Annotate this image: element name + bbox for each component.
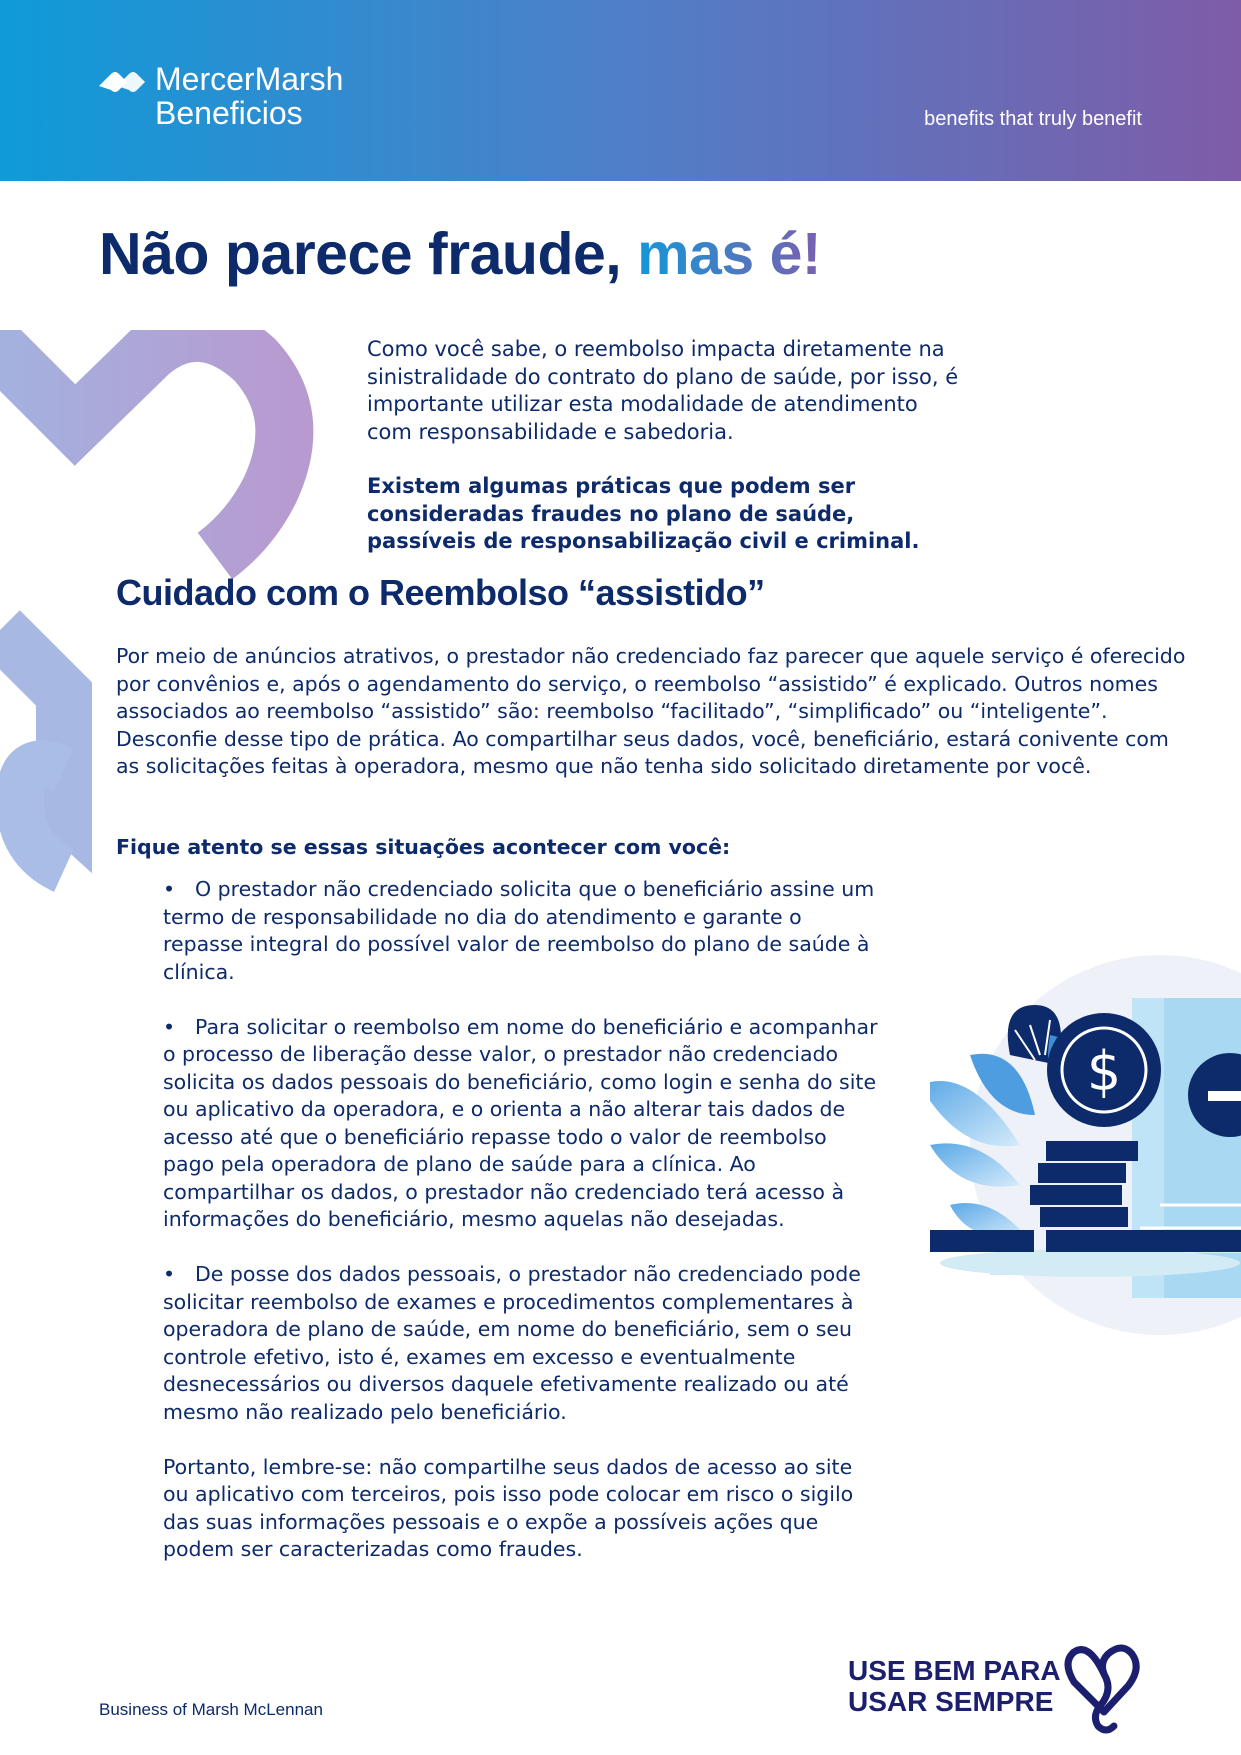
company-logo [97,62,343,130]
bullet-icon: • [163,1262,176,1286]
list-item-text: Para solicitar o reembolso em nome do beneficiário e acompanhar o processo de liberação desse valor, o prestador não credenciado solicita os dados pessoais do beneficiário, como login e senha do site ou aplicativo da operadora, e o orienta a não alterar tais dados de acesso até que o beneficiário repasse todo o valor de reembolso pago pela operadora de plano de saúde para a clínica. Ao compartilhar os dados, o prestador não credenciado terá acesso à informações do beneficiário, mesmo aquelas não desejadas. [163,1014,878,1231]
logo-line-2: Beneficios [155,95,303,131]
intro-block [367,336,967,556]
section-paragraph: Por meio de anúncios atrativos, o prestador não credenciado faz parecer que aquele serviço é oferecido por convênios e, após o agendamento do serviço, o reembolso “assistido” é explicado. Outros nomes associados ao reembolso “assistido” são: reembolso “facilitado”, “simplificado” ou “inteligente”. Desconfie desse tipo de prática. Ao compartilhar seus dados, você, beneficiário, estará conivente com as solicitações feitas à operadora, mesmo que não tenha sido solicitado diretamente por você. [116,644,1186,778]
situations-list [163,876,883,1591]
coin-dollar-icon: $ [1086,1040,1122,1103]
list-item-text: De posse dos dados pessoais, o prestador não credenciado pode solicitar reembolso de exames e procedimentos complementares à operadora de plano de saúde, em nome do beneficiário, sem o seu controle efetivo, isto é, exames em excesso e eventualmente desnecessários ou diversos daquele efetivamente realizado ou até mesmo não realizado pelo beneficiário. [163,1262,861,1424]
slogan [848,1655,1061,1717]
title-main: Não parece fraude, [99,221,638,287]
list-item [163,1014,883,1234]
tagline: benefits that truly benefit [924,108,1142,130]
intro-paragraph: Como você sabe, o reembolso impacta diretamente na sinistralidade do contrato do plano de saúde, por isso, é importante utilizar esta modalidade de atendimento com responsabilidade e sabedoria. [367,337,959,444]
closing-paragraph: Portanto, lembre-se: não compartilhe seus dados de acesso ao site ou aplicativo com terceiros, pois isso pode colocar em risco o sigilo das suas informações pessoais e o expõe a possíveis ações que podem ser caracterizadas como fraudes. [163,1454,854,1561]
title-accent: mas é! [637,221,822,287]
slogan-line-2: USAR SEMPRE [848,1686,1054,1717]
bullet-icon: • [163,877,176,901]
heart-stethoscope-icon [1064,1634,1144,1734]
section-heading: Cuidado com o Reembolso “assistido” [116,572,765,613]
page-title [99,220,821,288]
bullet-icon: • [163,1014,176,1039]
list-item [163,876,883,986]
footer-business-label: Business of Marsh McLennan [99,1700,323,1719]
coins-illustration [930,945,1241,1365]
attention-heading: Fique atento se essas situações acontecer com você: [116,835,731,859]
header-banner [0,0,1241,181]
logo-mark-icon [97,66,147,100]
slogan-line-1: USE BEM PARA [848,1655,1061,1686]
logo-line-1: MercerMarsh [155,61,344,97]
list-item-text: O prestador não credenciado solicita que o beneficiário assine um termo de responsabilidade no dia do atendimento e garante o repasse integral do possível valor de reembolso do plano de saúde à clínica. [163,877,875,984]
intro-warning: Existem algumas práticas que podem ser consideradas fraudes no plano de saúde, passíveis de responsabilização civil e criminal. [367,474,920,553]
list-item [163,1261,883,1426]
